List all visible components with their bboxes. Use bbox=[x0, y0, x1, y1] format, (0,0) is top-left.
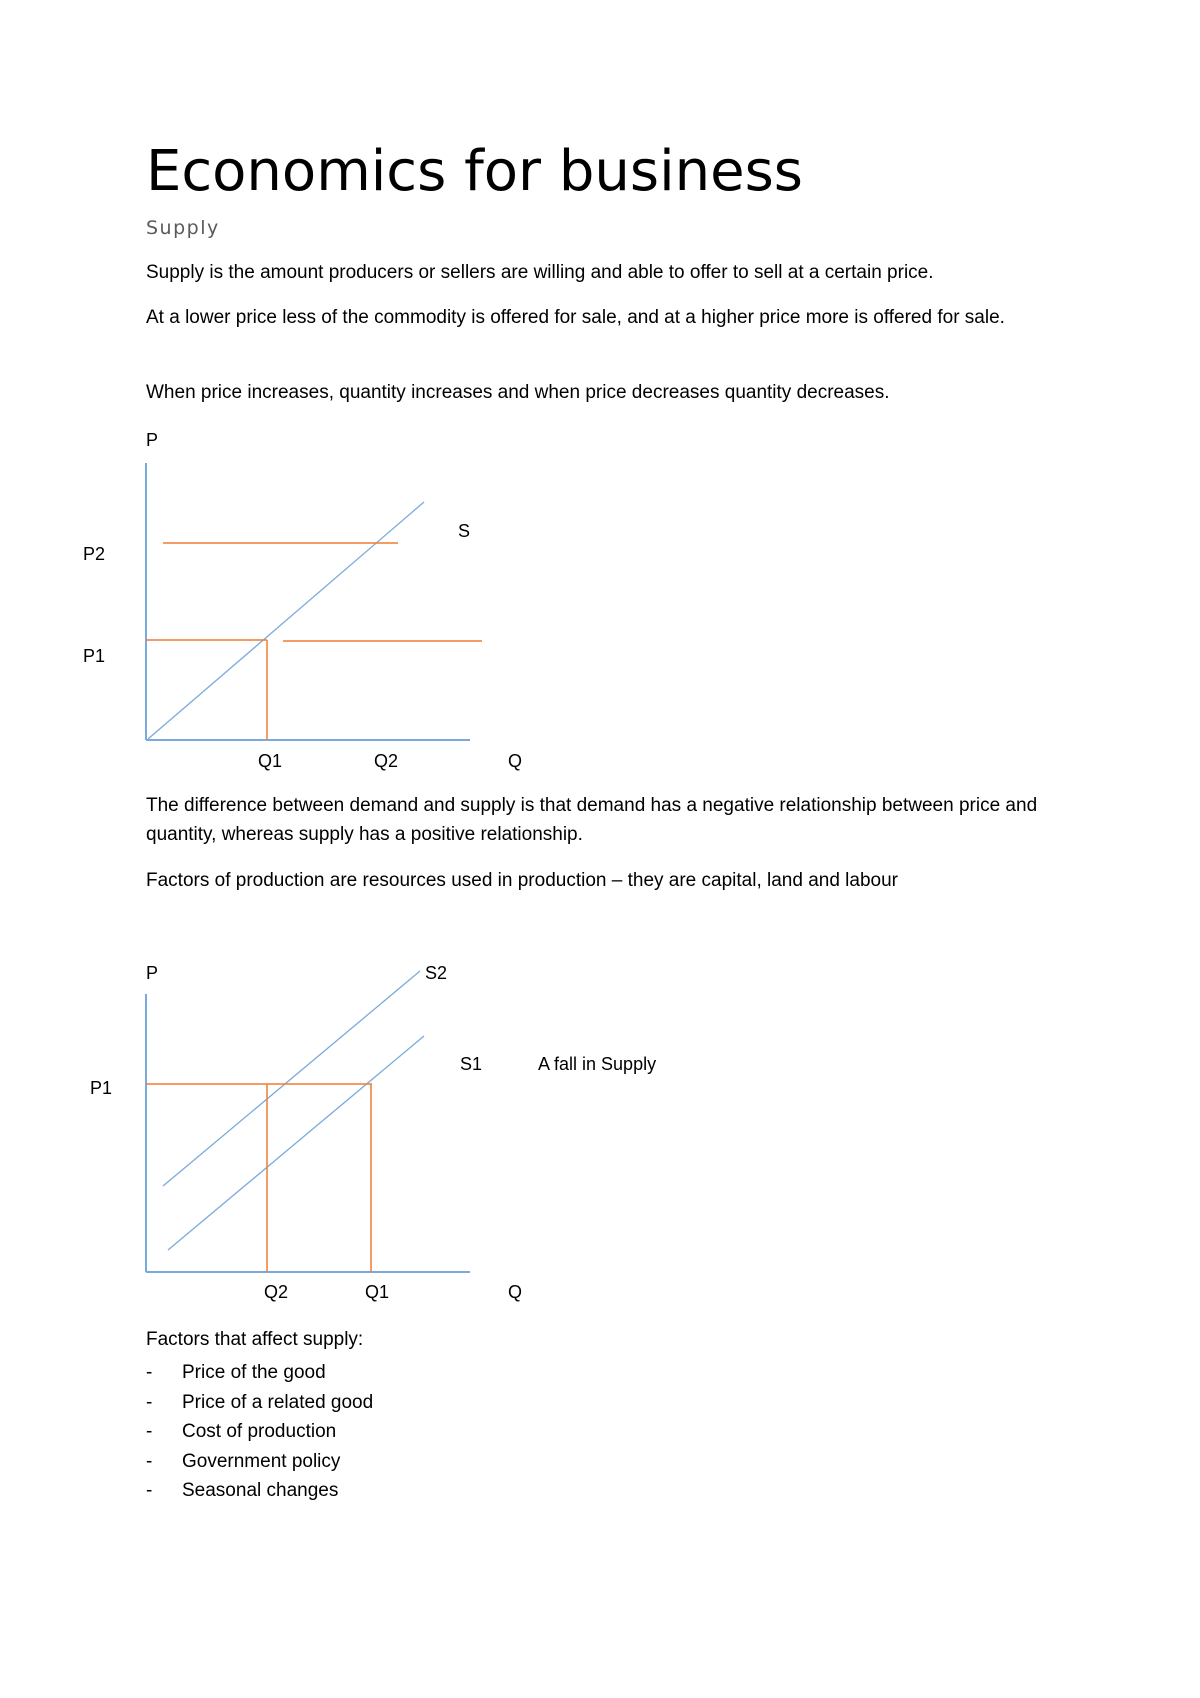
document-title: Economics for business bbox=[146, 139, 803, 204]
chart2-s1-label: S1 bbox=[460, 1054, 483, 1074]
paragraph-demand-vs-supply: The difference between demand and supply is that demand has a negative relationship between price and quantity, whereas supply has a positive relationship. bbox=[146, 795, 1038, 845]
bullet-dash: - bbox=[146, 1480, 153, 1501]
chart1-p2-label: P2 bbox=[83, 544, 106, 564]
chart1-y-label: P bbox=[146, 430, 159, 450]
paragraph-price-relationship: At a lower price less of the commodity is offered for sale, and at a higher price more is offered for sale. bbox=[146, 307, 1005, 328]
bullet-dash: - bbox=[146, 1391, 153, 1413]
document-subtitle: Supply bbox=[146, 217, 220, 239]
chart2-y-label: P bbox=[146, 963, 159, 983]
list-item: - Seasonal changes bbox=[146, 1476, 373, 1506]
chart1-x-label: Q bbox=[508, 751, 523, 771]
chart2-p1-label: P1 bbox=[90, 1078, 113, 1098]
paragraph-price-quantity: When price increases, quantity increases and when price decreases quantity decreases. bbox=[146, 382, 890, 403]
chart2-x-label: Q bbox=[508, 1282, 523, 1302]
chart2-annotation: A fall in Supply bbox=[538, 1054, 657, 1074]
chart1-q2-label: Q2 bbox=[374, 751, 399, 771]
chart1-curve-label: S bbox=[458, 521, 471, 541]
paragraph-supply-definition: Supply is the amount producers or sellers are willing and able to offer to sell at a certain price. bbox=[146, 262, 934, 283]
chart2-s1-curve bbox=[168, 1036, 424, 1250]
list-item: - Price of a related good bbox=[146, 1388, 373, 1418]
list-item: - Price of the good bbox=[146, 1358, 373, 1388]
chart2-s2-curve bbox=[163, 971, 420, 1186]
chart2-q1-label: Q1 bbox=[365, 1282, 390, 1302]
chart1-q1-label: Q1 bbox=[258, 751, 283, 771]
bullet-dash: - bbox=[146, 1362, 153, 1383]
paragraph-factors-of-production: Factors of production are resources used in production – they are capital, land and labour bbox=[146, 870, 899, 891]
list-item: - Cost of production bbox=[146, 1417, 373, 1447]
chart1-p1-label: P1 bbox=[83, 646, 106, 666]
factors-list bbox=[146, 1358, 373, 1506]
bullet-dash: - bbox=[146, 1450, 153, 1472]
list-item: - Government policy bbox=[146, 1447, 373, 1477]
chart2-q2-label: Q2 bbox=[264, 1282, 289, 1302]
bullet-dash: - bbox=[146, 1421, 153, 1442]
chart2-s2-label: S2 bbox=[425, 963, 448, 983]
paragraph-factors-heading: Factors that affect supply: bbox=[146, 1329, 364, 1350]
